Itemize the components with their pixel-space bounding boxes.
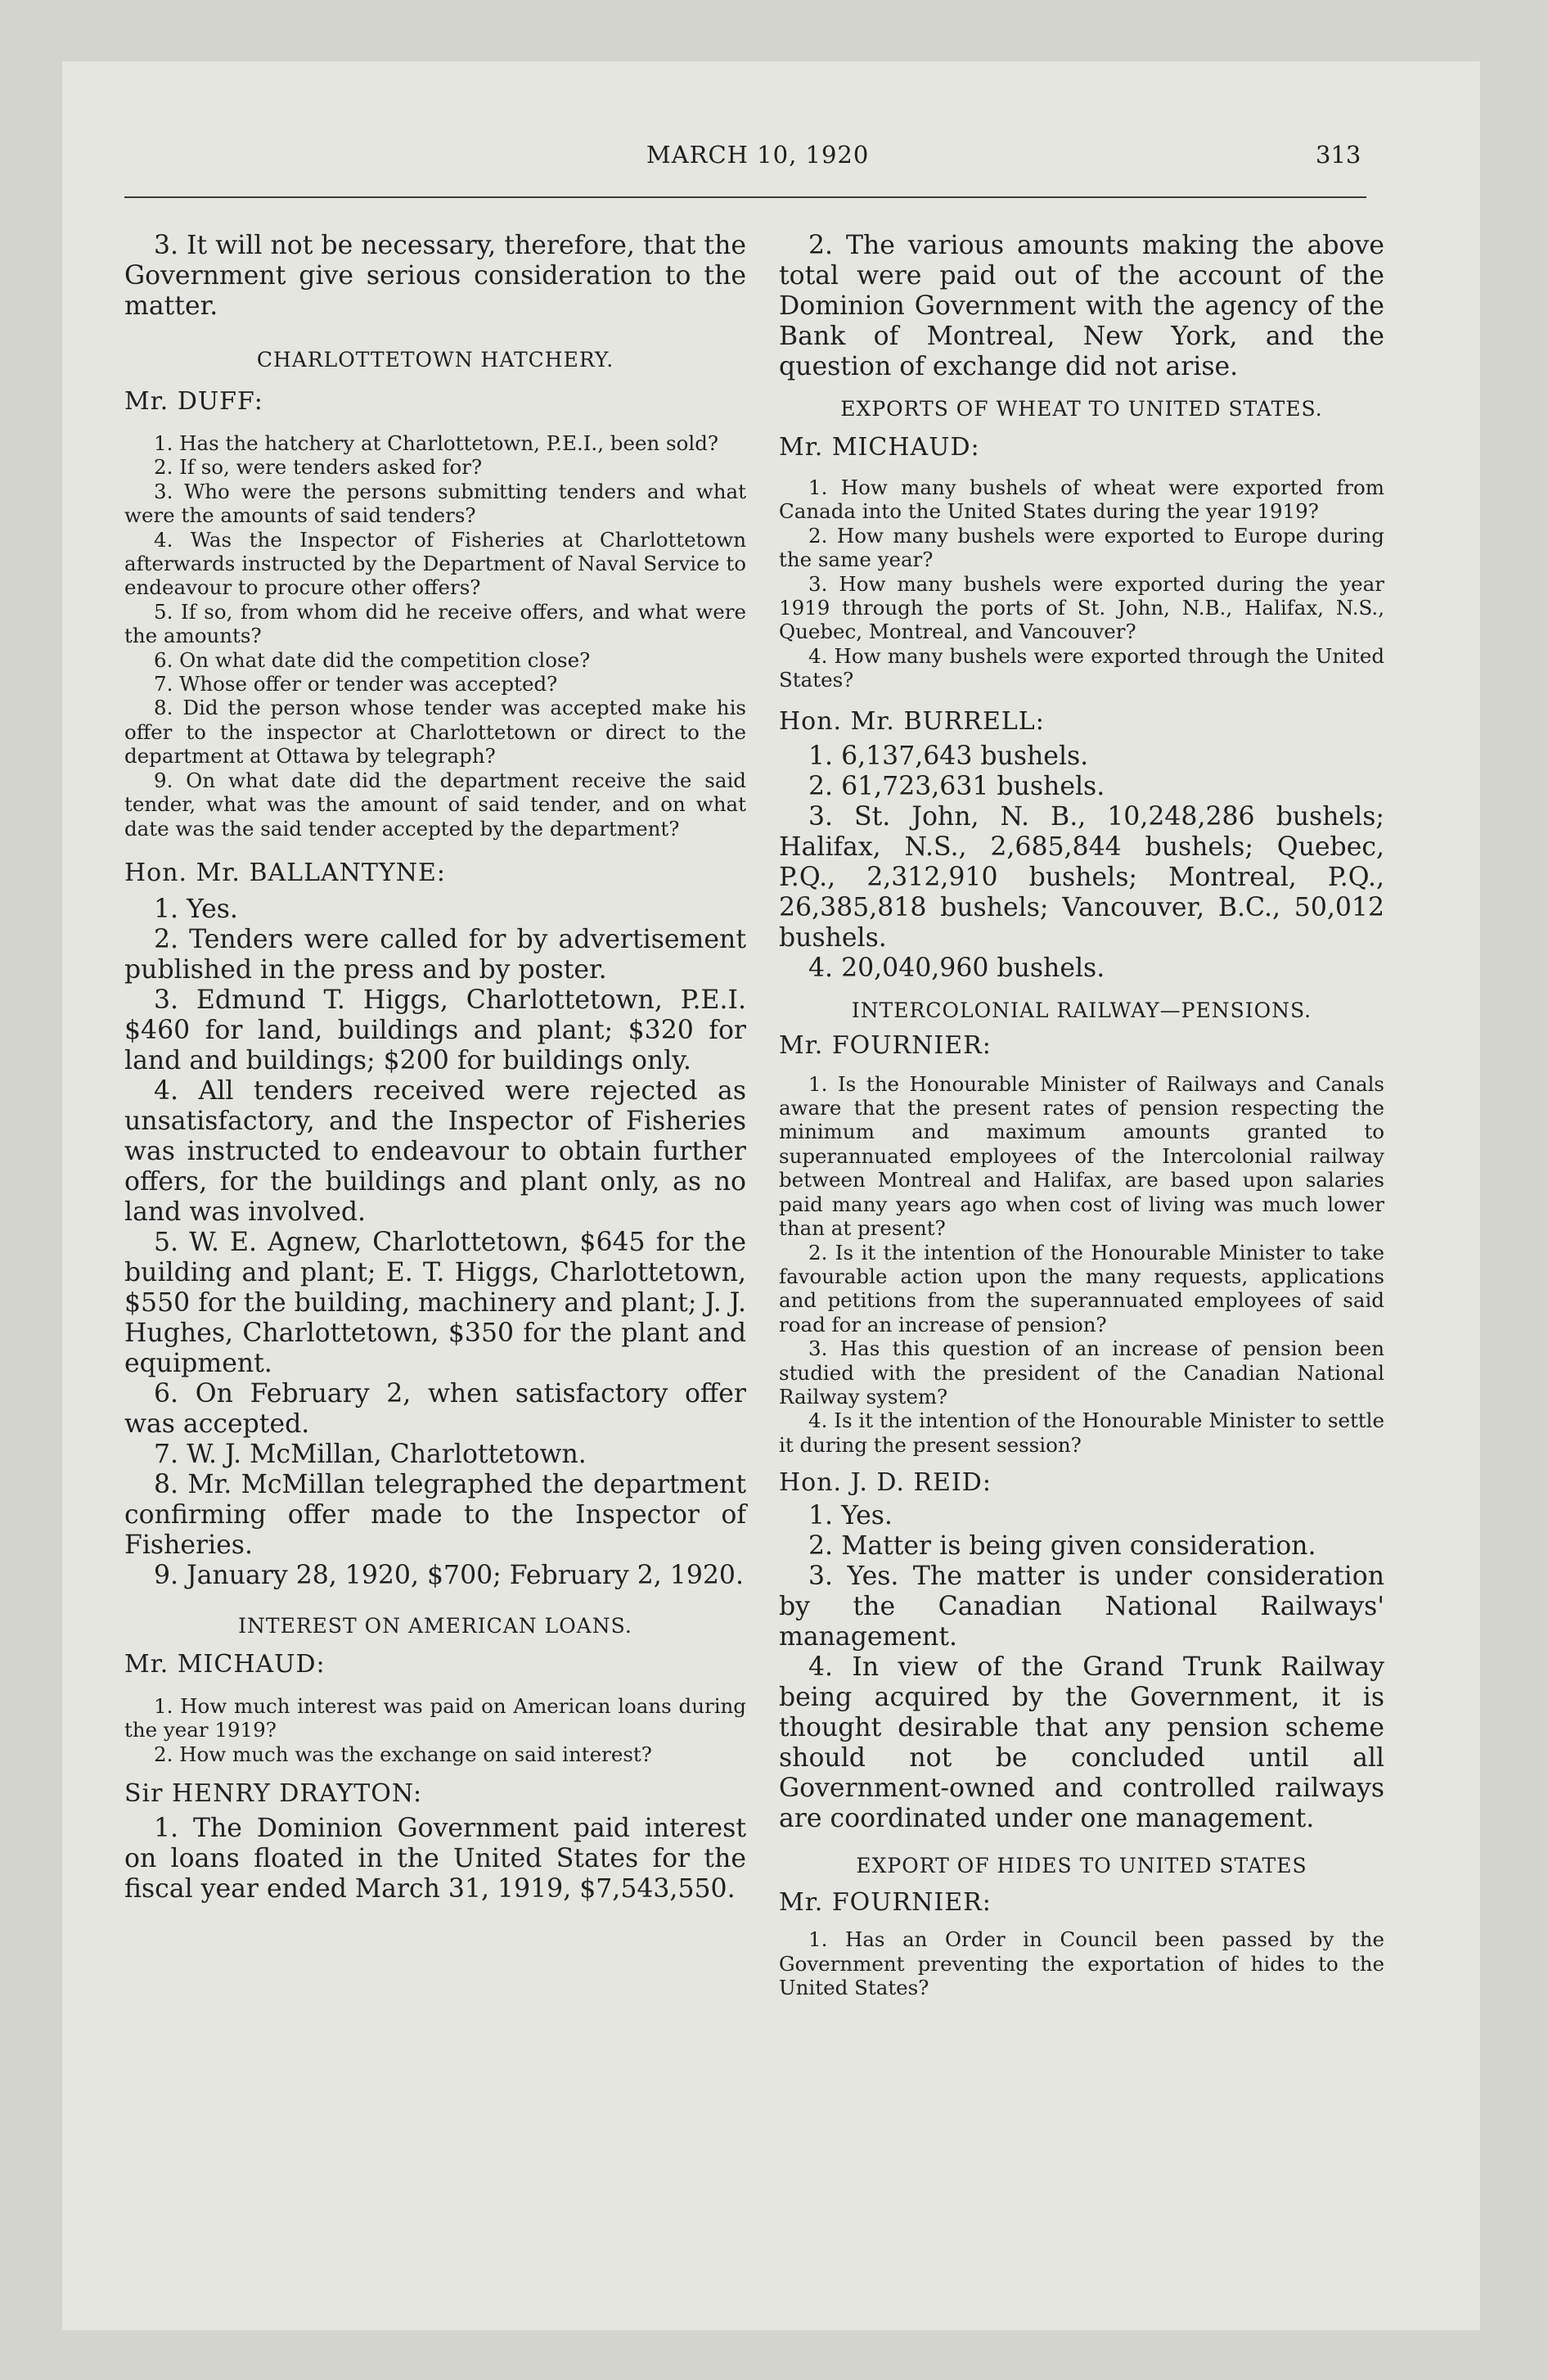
speaker-label: Mr. FOURNIER: (779, 1888, 992, 1918)
question-paragraph: 4. Was the Inspector of Fisheries at Charlottetown afterwards instructed by the Department of Naval Service to endeavour to procure other offers? (124, 527, 746, 600)
answer-paragraph: 3. Edmund T. Higgs, Charlottetown, P.E.I. $460 for land, buildings and plant; $320 for land and buildings; $200 for buildings only. (124, 985, 746, 1075)
speaker-label: Mr. FOURNIER: (779, 1030, 992, 1060)
question-paragraph: 2. If so, were tenders asked for? (154, 455, 483, 480)
answer-paragraph: 2. Tenders were called for by advertisement published in the press and by poster. (124, 924, 746, 985)
answer-paragraph: 1. The Dominion Government paid interest on loans floated in the United States for the fiscal year ended March 31, 1919, $7,543,550. (124, 1814, 746, 1904)
answer-paragraph: 2. The various amounts making the above total were paid out of the account of the Dominion Government with the agency of the Bank of Montreal, New York, and the question of exchange did not arise. (779, 231, 1384, 381)
question-paragraph: 2. Is it the intention of the Honourable Minister to take favourable action upon the many requests, applications and petitions from the superannuated employees of said road for an increase of pension? (779, 1240, 1384, 1336)
speaker-label: Hon. Mr. BALLANTYNE: (124, 858, 446, 887)
answer-paragraph: 1. 6,137,643 bushels. (808, 741, 1089, 771)
question-paragraph: 7. Whose offer or tender was accepted? (154, 672, 558, 696)
answer-paragraph: 4. 20,040,960 bushels. (808, 953, 1105, 983)
question-paragraph: 8. Did the person whose tender was accepted make his offer to the inspector at Charlottetown or direct to the department at Ottawa by telegraph? (124, 696, 746, 769)
page-number: 313 (1316, 141, 1361, 169)
answer-paragraph: 2. Matter is being given consideration. (808, 1531, 1316, 1562)
speaker-label: Hon. Mr. BURRELL: (779, 706, 1045, 736)
question-paragraph: 3. Has this question of an increase of pension been studied with the president of the Canadian National Railway system? (779, 1336, 1384, 1409)
answer-paragraph: 1. Yes. (808, 1501, 893, 1531)
speaker-label: Mr. MICHAUD: (124, 1649, 326, 1679)
question-paragraph: 4. Is it the intention of the Honourable Minister to settle it during the present session? (779, 1409, 1384, 1457)
answer-paragraph: 2. 61,723,631 bushels. (808, 771, 1105, 801)
question-paragraph: 1. Is the Honourable Minister of Railways and Canals aware that the present rates of pension respecting the minimum and maximum amounts granted to superannuated employees of the Intercolonial railway between Montreal and Halifax, are based upon salaries paid many years ago when cost of living was much lower than at present? (779, 1071, 1384, 1241)
speaker-label: Hon. J. D. REID: (779, 1468, 992, 1498)
header-rule (124, 196, 1366, 198)
section-heading: EXPORTS OF WHEAT TO UNITED STATES. (840, 397, 1323, 421)
question-paragraph: 9. On what date did the department receive the said tender, what was the amount of said tender, and on what date was the said tender accepted by the department? (124, 768, 746, 841)
question-paragraph: 5. If so, from whom did he receive offers, and what were the amounts? (124, 599, 746, 648)
answer-paragraph: 3. Yes. The matter is under consideration by the Canadian National Railways' management. (779, 1562, 1384, 1652)
speaker-label: Sir HENRY DRAYTON: (124, 1779, 423, 1809)
question-paragraph: 4. How many bushels were exported through the United States? (779, 643, 1384, 692)
answer-paragraph: 7. W. J. McMillan, Charlottetown. (154, 1439, 587, 1469)
question-paragraph: 3. How many bushels were exported during the year 1919 through the ports of St. John, N.B., Halifax, N.S., Quebec, Montreal, and Vancouver? (779, 571, 1384, 644)
section-heading: EXPORT OF HIDES TO UNITED STATES (856, 1854, 1307, 1878)
answer-paragraph: 4. All tenders received were rejected as unsatisfactory, and the Inspector of Fisheries was instructed to endeavour to obtain further offers, for the buildings and plant only, as no land was involved. (124, 1075, 746, 1227)
answer-paragraph: 6. On February 2, when satisfactory offer was accepted. (124, 1378, 746, 1439)
section-heading: CHARLOTTETOWN HATCHERY. (256, 348, 614, 372)
question-paragraph: 1. Has an Order in Council been passed by the Government preventing the exportation of hides to the United States? (779, 1927, 1384, 1999)
question-paragraph: 1. Has the hatchery at Charlottetown, P.E.I., been sold? (154, 431, 719, 455)
speaker-label: Mr. DUFF: (124, 387, 263, 416)
left-column (124, 231, 746, 1904)
question-paragraph: 2. How much was the exchange on said interest? (154, 1742, 652, 1766)
answer-paragraph: 9. January 28, 1920, $700; February 2, 1920. (154, 1560, 744, 1590)
question-paragraph: 1. How much interest was paid on American loans during the year 1919? (124, 1693, 746, 1742)
section-heading: INTEREST ON AMERICAN LOANS. (238, 1613, 632, 1638)
question-paragraph: 1. How many bushels of wheat were exported from Canada into the United States during the year 1919? (779, 476, 1384, 524)
question-paragraph: 3. Who were the persons submitting tenders and what were the amounts of said tenders? (124, 479, 746, 528)
answer-paragraph: 3. St. John, N. B., 10,248,286 bushels; Halifax, N.S., 2,685,844 bushels; Quebec, P.Q., 2,312,910 bushels; Montreal, P.Q., 26,385,818 bushels; Vancouver, B.C., 50,012 bushels. (779, 801, 1384, 953)
answer-paragraph: 1. Yes. (154, 894, 238, 924)
question-paragraph: 6. On what date did the competition close? (154, 647, 591, 672)
answer-paragraph: 4. In view of the Grand Trunk Railway being acquired by the Government, it is thought desirable that any pension scheme should not be concluded until all Government-owned and controlled railways are coordinated under one management. (779, 1652, 1384, 1834)
section-heading: INTERCOLONIAL RAILWAY—PENSIONS. (851, 998, 1312, 1022)
speaker-label: Mr. MICHAUD: (779, 433, 980, 462)
right-column (779, 231, 1384, 1999)
answer-paragraph: 3. It will not be necessary, therefore, that the Government give serious consideration to the matter. (124, 231, 746, 321)
question-paragraph: 2. How many bushels were exported to Europe during the same year? (779, 523, 1384, 572)
page-header-title: MARCH 10, 1920 (646, 141, 870, 169)
answer-paragraph: 5. W. E. Agnew, Charlottetown, $645 for the building and plant; E. T. Higgs, Charlottetown, $550 for the building, machinery and plant; J. J. Hughes, Charlottetown, $350 for the plant and equipment. (124, 1227, 746, 1378)
answer-paragraph: 8. Mr. McMillan telegraphed the department confirming offer made to the Inspector of Fisheries. (124, 1469, 746, 1560)
